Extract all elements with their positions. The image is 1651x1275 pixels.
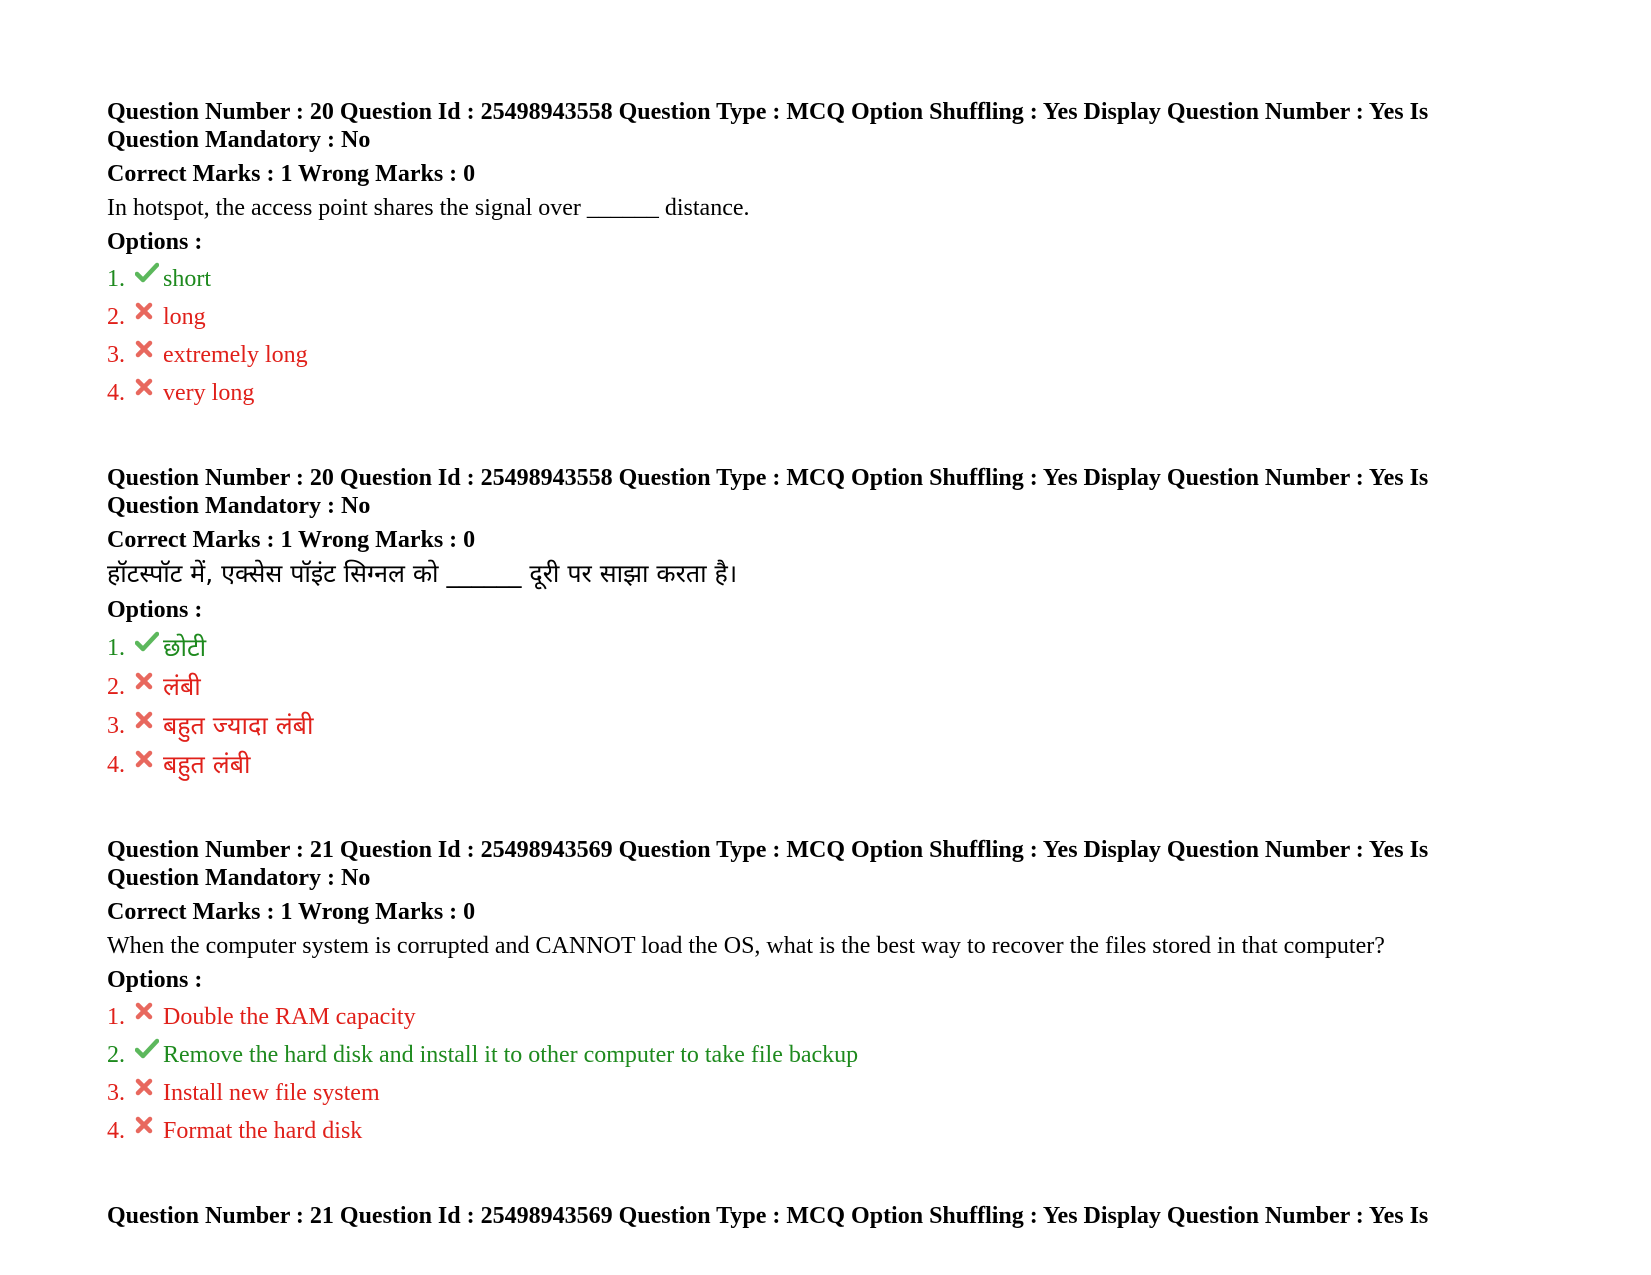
- question-meta-line2: Question Mandatory : No: [107, 127, 371, 153]
- question-meta: [107, 98, 1527, 154]
- option-number: 3.: [107, 342, 125, 368]
- option-number: 1.: [107, 1004, 125, 1030]
- option-number: 1.: [107, 266, 125, 292]
- question-marks: Correct Marks : 1 Wrong Marks : 0: [107, 161, 476, 187]
- cross-icon: [135, 672, 163, 690]
- option-number: 4.: [107, 751, 125, 778]
- option-number: 3.: [107, 712, 125, 739]
- options-list: [107, 260, 1527, 412]
- cross-icon: [135, 1116, 163, 1134]
- options-label: Options :: [107, 967, 203, 993]
- question-meta: [107, 1202, 1527, 1230]
- cross-icon: [135, 378, 163, 396]
- question-block: [107, 1202, 1527, 1230]
- option-number: 3.: [107, 1080, 125, 1106]
- question-meta-line2: Question Mandatory : No: [107, 865, 371, 891]
- option-item: [107, 998, 1527, 1036]
- question-block: [107, 464, 1527, 784]
- option-number: 2.: [107, 673, 125, 700]
- cross-icon: [135, 1002, 163, 1020]
- question-text: हॉटस्पॉट में, एक्सेस पॉइंट सिग्नल को ______ दूरी पर साझा करता है।: [107, 559, 738, 588]
- option-item: [107, 628, 1527, 667]
- option-item: [107, 706, 1527, 745]
- option-number: 4.: [107, 1118, 125, 1144]
- option-item: [107, 667, 1527, 706]
- question-text: When the computer system is corrupted and CANNOT load the OS, what is the best way to recover the files stored in that computer?: [107, 933, 1385, 959]
- cross-icon: [135, 302, 163, 320]
- cross-icon: [135, 711, 163, 729]
- check-icon: [135, 631, 163, 653]
- option-text: extremely long: [163, 342, 308, 368]
- question-text: In hotspot, the access point shares the signal over ______ distance.: [107, 195, 750, 221]
- option-item: [107, 260, 1527, 298]
- document-page: [107, 98, 1527, 1230]
- option-item: [107, 336, 1527, 374]
- question-meta-line2: Question Mandatory : No: [107, 493, 371, 519]
- option-text: Remove the hard disk and install it to other computer to take file backup: [163, 1042, 859, 1068]
- option-item: [107, 298, 1527, 336]
- options-label: Options :: [107, 229, 203, 255]
- option-number: 1.: [107, 634, 125, 661]
- option-text: बहुत ज्यादा लंबी: [163, 710, 314, 740]
- option-item: [107, 1036, 1527, 1074]
- option-item: [107, 1112, 1527, 1150]
- option-text: Format the hard disk: [163, 1118, 363, 1144]
- cross-icon: [135, 340, 163, 358]
- option-text: लंबी: [163, 671, 201, 701]
- check-icon: [135, 262, 163, 284]
- option-item: [107, 745, 1527, 784]
- options-list: [107, 628, 1527, 784]
- question-marks: Correct Marks : 1 Wrong Marks : 0: [107, 527, 476, 553]
- option-number: 4.: [107, 380, 125, 406]
- question-meta-line1: Question Number : 21 Question Id : 25498943569 Question Type : MCQ Option Shuffling : Yes Display Question Number : Yes Is: [107, 837, 1429, 863]
- option-text: short: [163, 266, 211, 292]
- question-meta-line1: Question Number : 20 Question Id : 25498943558 Question Type : MCQ Option Shuffling : Yes Display Question Number : Yes Is: [107, 465, 1429, 491]
- question-marks: Correct Marks : 1 Wrong Marks : 0: [107, 899, 476, 925]
- cross-icon: [135, 750, 163, 768]
- question-meta-line1: Question Number : 21 Question Id : 25498943569 Question Type : MCQ Option Shuffling : Yes Display Question Number : Yes Is: [107, 1203, 1429, 1229]
- cross-icon: [135, 1078, 163, 1096]
- question-meta: [107, 836, 1527, 892]
- question-meta: [107, 464, 1527, 520]
- option-text: बहुत लंबी: [163, 749, 251, 779]
- option-item: [107, 1074, 1527, 1112]
- question-meta-line1: Question Number : 20 Question Id : 25498943558 Question Type : MCQ Option Shuffling : Yes Display Question Number : Yes Is: [107, 99, 1429, 125]
- check-icon: [135, 1038, 163, 1060]
- options-label: Options :: [107, 597, 203, 623]
- option-text: Double the RAM capacity: [163, 1004, 416, 1030]
- option-text: long: [163, 304, 206, 330]
- option-text: very long: [163, 380, 255, 406]
- option-number: 2.: [107, 1042, 125, 1068]
- option-text: छोटी: [163, 632, 207, 662]
- question-block: [107, 836, 1527, 1150]
- options-list: [107, 998, 1527, 1150]
- question-block: [107, 98, 1527, 412]
- option-item: [107, 374, 1527, 412]
- option-text: Install new file system: [163, 1080, 380, 1106]
- option-number: 2.: [107, 304, 125, 330]
